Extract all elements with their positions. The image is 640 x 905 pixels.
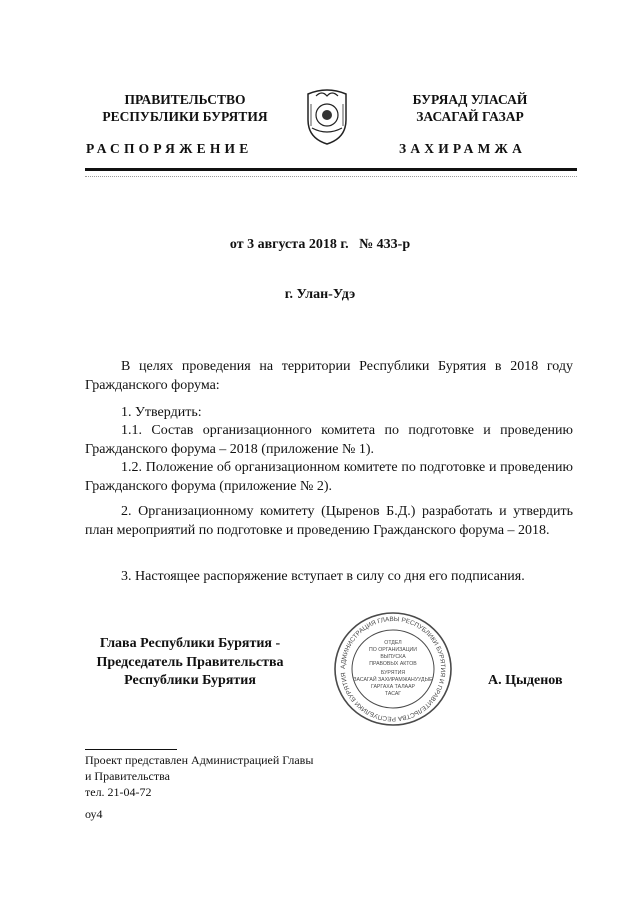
coat-of-arms-emblem [302,84,352,146]
header-right-line2: ЗАСАГАЙ ГАЗАР [416,109,524,124]
city: г. Улан-Удэ [284,287,356,302]
doc-type-left: РАСПОРЯЖЕНИЕ [86,141,253,156]
signatory-title-line2: Председатель Правительства [96,654,284,670]
header-dotted-line [85,176,577,178]
footer-line-1: Проект представлен Администрацией Главы [85,753,314,767]
stamp-line-5: БУРЯТИЯ [380,670,406,676]
official-stamp [318,610,468,728]
stamp-line-4: ПРАВОВЫХ АКТОВ [369,661,417,667]
footer-code: оу4 [85,807,103,821]
header-left-line2: РЕСПУБЛИКИ БУРЯТИЯ [102,109,268,124]
stamp-line-8: ТАСАГ [384,691,402,697]
stamp-line-6: ЗАСАГАЙ ЗАХИРАМЖАНУУДЫЕ [353,677,433,683]
signatory-title-line3: Республики Бурятия [124,673,256,688]
stamp-line-7: ГАРГАХА ТАЛААР [370,684,416,690]
signatory-name: А. Цыденов [488,673,563,688]
footer-phone: тел. 21-04-72 [85,785,152,799]
date-number: от 3 августа 2018 г. № 433-р [229,237,411,252]
paragraph-item-1-2: 1.2. Положение об организационном комитете по подготовке и проведению Гражданского форума (приложение № 2). [85,460,573,494]
doc-type-right: ЗАХИРАМЖА [399,141,527,156]
footer-divider [85,749,177,750]
header-right-org [385,91,555,125]
paragraph-item-3: 3. Настоящее распоряжение вступает в силу со дня его подписания. [121,569,525,584]
signatory-title [80,635,300,691]
paragraph-item-2: 2. Организационному комитету (Цыренов Б.Д.) разработать и утвердить план мероприятий по подготовке и проведению Гражданского форума – 2018. [85,504,573,538]
paragraph-item-1-1: 1.1. Состав организационного комитета по подготовке и проведению Гражданского форума – 2018 (приложение № 1). [85,423,573,457]
stamp-line-1: ОТДЕЛ [384,640,402,646]
header-right-line1: БУРЯАД УЛАСАЙ [412,92,528,107]
stamp-ring-text: АДМИНИСТРАЦИЯ ГЛАВЫ РЕСПУБЛИКИ БУРЯТИЯ И ПРАВИТЕЛЬСТВА РЕСПУБЛИКИ БУРЯТИЯ [339,615,447,723]
signatory-title-line1: Глава Республики Бурятия - [99,636,281,651]
footer-note [85,752,313,822]
svg-text:АДМИНИСТРАЦИЯ ГЛАВЫ РЕСПУБЛИКИ [340,616,446,722]
stamp-line-2: ПО ОРГАНИЗАЦИИ [369,647,417,653]
footer-line-2: и Правительства [85,769,170,783]
header-left-org [95,91,275,125]
stamp-line-3: ВЫПУСКА [380,654,406,660]
header-left-line1: ПРАВИТЕЛЬСТВО [124,92,246,107]
paragraph-preamble: В целях проведения на территории Республики Бурятия в 2018 году Гражданского форума: [85,359,573,393]
header-divider [85,168,577,171]
paragraph-item-1: 1. Утвердить: [121,405,202,420]
